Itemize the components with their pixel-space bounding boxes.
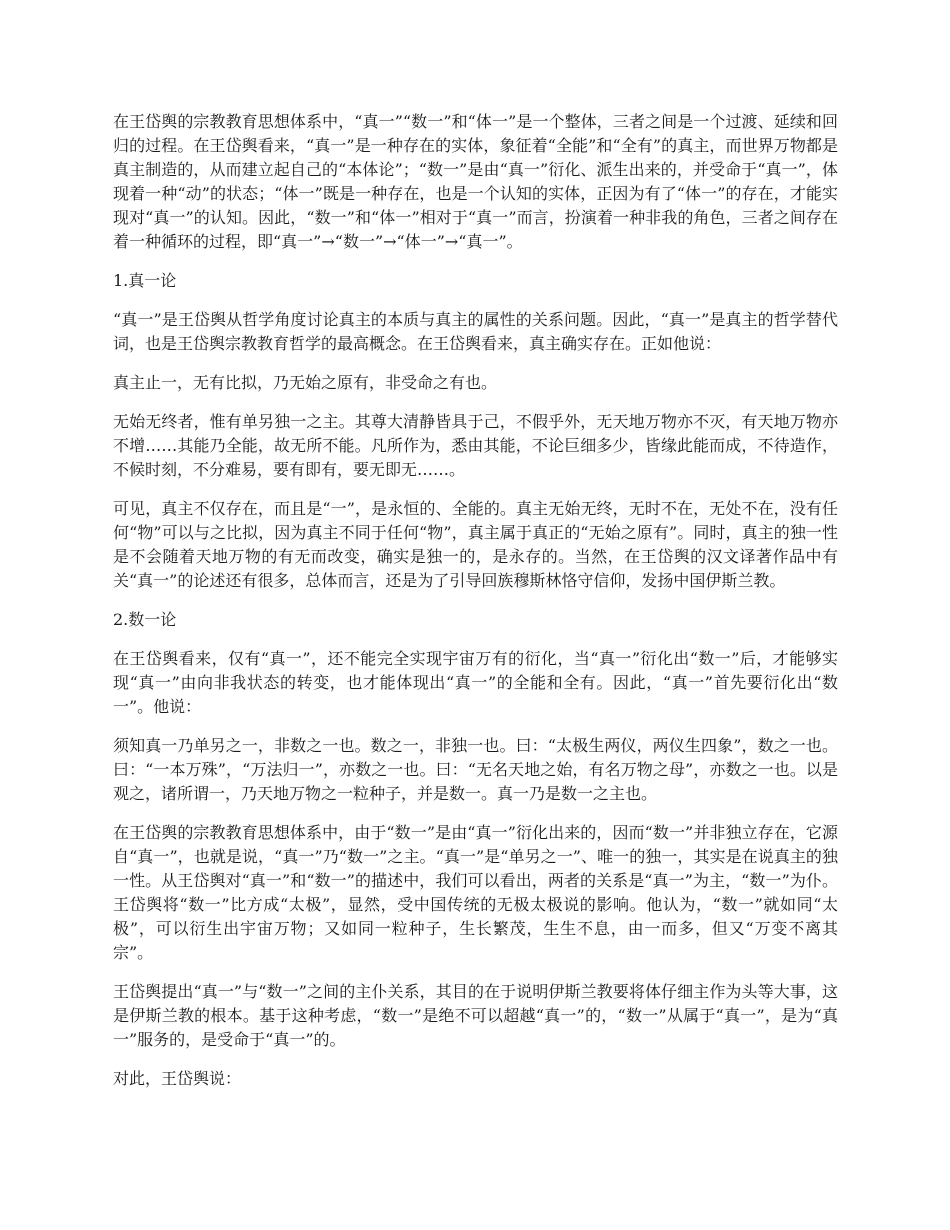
paragraph-zhenyi-definition: “真一”是王岱舆从哲学角度讨论真主的本质与真主的属性的关系问题。因此，“真一”是真主的哲学替代词，也是王岱舆宗教教育哲学的最高概念。在王岱舆看来，真主确实存在。正如他说： [113, 310, 838, 353]
paragraph-shuyi-analysis: 在王岱舆的宗教教育思想体系中，由于“数一”是由“真一”衍化出来的，因而“数一”并非独立存在，它源自“真一”，也就是说，“真一”乃“数一”之主。“真一”是“单另之一”、唯一的独一，其实是在说真主的独一性。从王岱舆对“真一”和“数一”的描述中，我们可以看出，两者的关系是“真一”为主，“数一”为仆。王岱舆将“数一”比方成“太极”，显然，受中国传统的无极太极说的影响。他认为，“数一”就如同“太极”，可以衍生出宇宙万物；又如同一粒种子，生长繁茂，生生不息，由一而多，但又“万变不离其宗”。 [113, 823, 838, 962]
section-heading-zhenyi: 1.真一论 [113, 271, 177, 290]
paragraph-intro: 在王岱舆的宗教教育思想体系中，“真一”“数一”和“体一”是一个整体，三者之间是一个过渡、延续和回归的过程。在王岱舆看来，“真一”是一种存在的实体，象征着“全能”和“全有”的真主，而世界万物都是真主制造的，从而建立起自己的“本体论”；“数一”是由“真一”衍化、派生出来的，并受命于“真一”，体现着一种“动”的状态；“体一”既是一种存在，也是一个认知的实体，正因为有了“体一”的存在，才能实现对“真一”的认知。因此，“数一”和“体一”相对于“真一”而言，扮演着一种非我的角色，三者之间存在着一种循环的过程，即“真一”→“数一”→“体一”→“真一”。 [113, 112, 838, 251]
quote-wushi-wuzhong: 无始无终者，惟有单另独一之主。其尊大清静皆具于己，不假乎外，无天地万物亦不灭，有天地万物亦不增……其能乃全能，故无所不能。凡所作为，悉由其能，不论巨细多少，皆缘此能而成，不待造作，不候时刻，不分难易，要有即有，要无即无……。 [113, 412, 838, 479]
paragraph-zhenyi-analysis: 可见，真主不仅存在，而且是“一”，是永恒的、全能的。真主无始无终，无时不在，无处不在，没有任何“物”可以与之比拟，因为真主不同于任何“物”，真主属于真正的“无始之原有”。同时，真主的独一性是不会随着天地万物的有无而改变，确实是独一的，是永存的。当然，在王岱舆的汉文译著作品中有关“真一”的论述还有很多，总体而言，还是为了引导回族穆斯林恪守信仰，发扬中国伊斯兰教。 [113, 499, 838, 590]
paragraph-shuyi-intro: 在王岱舆看来，仅有“真一”，还不能完全实现宇宙万有的衍化，当“真一”衍化出“数一”后，才能够实现“真一”由向非我状态的转变，也才能体现出“真一”的全能和全有。因此，“真一”首先要衍化出“数一”。他说： [113, 649, 838, 716]
paragraph-closing: 对此，王岱舆说： [113, 1069, 242, 1088]
quote-shuyi: 须知真一乃单另之一，非数之一也。数之一，非独一也。曰：“太极生两仪，两仪生四象”，数之一也。曰：“一本万殊”，“万法归一”，亦数之一也。曰：“无名天地之始，有名万物之母”，亦数之一也。以是观之，诸所谓一，乃天地万物之一粒种子，并是数一。真一乃是数一之主也。 [113, 736, 838, 803]
document-page [113, 110, 838, 1106]
paragraph-master-servant: 王岱舆提出“真一”与“数一”之间的主仆关系，其目的在于说明伊斯兰教要将体仔细主作为头等大事，这是伊斯兰教的根本。基于这种考虑，“数一”是绝不可以超越“真一”的，“数一”从属于“真一”，是为“真一”服务的，是受命于“真一”的。 [113, 982, 838, 1049]
section-heading-shuyi: 2.数一论 [113, 610, 177, 629]
quote-zhenzhu-zhiyi: 真主止一，无有比拟，乃无始之原有，非受命之有也。 [113, 373, 498, 392]
